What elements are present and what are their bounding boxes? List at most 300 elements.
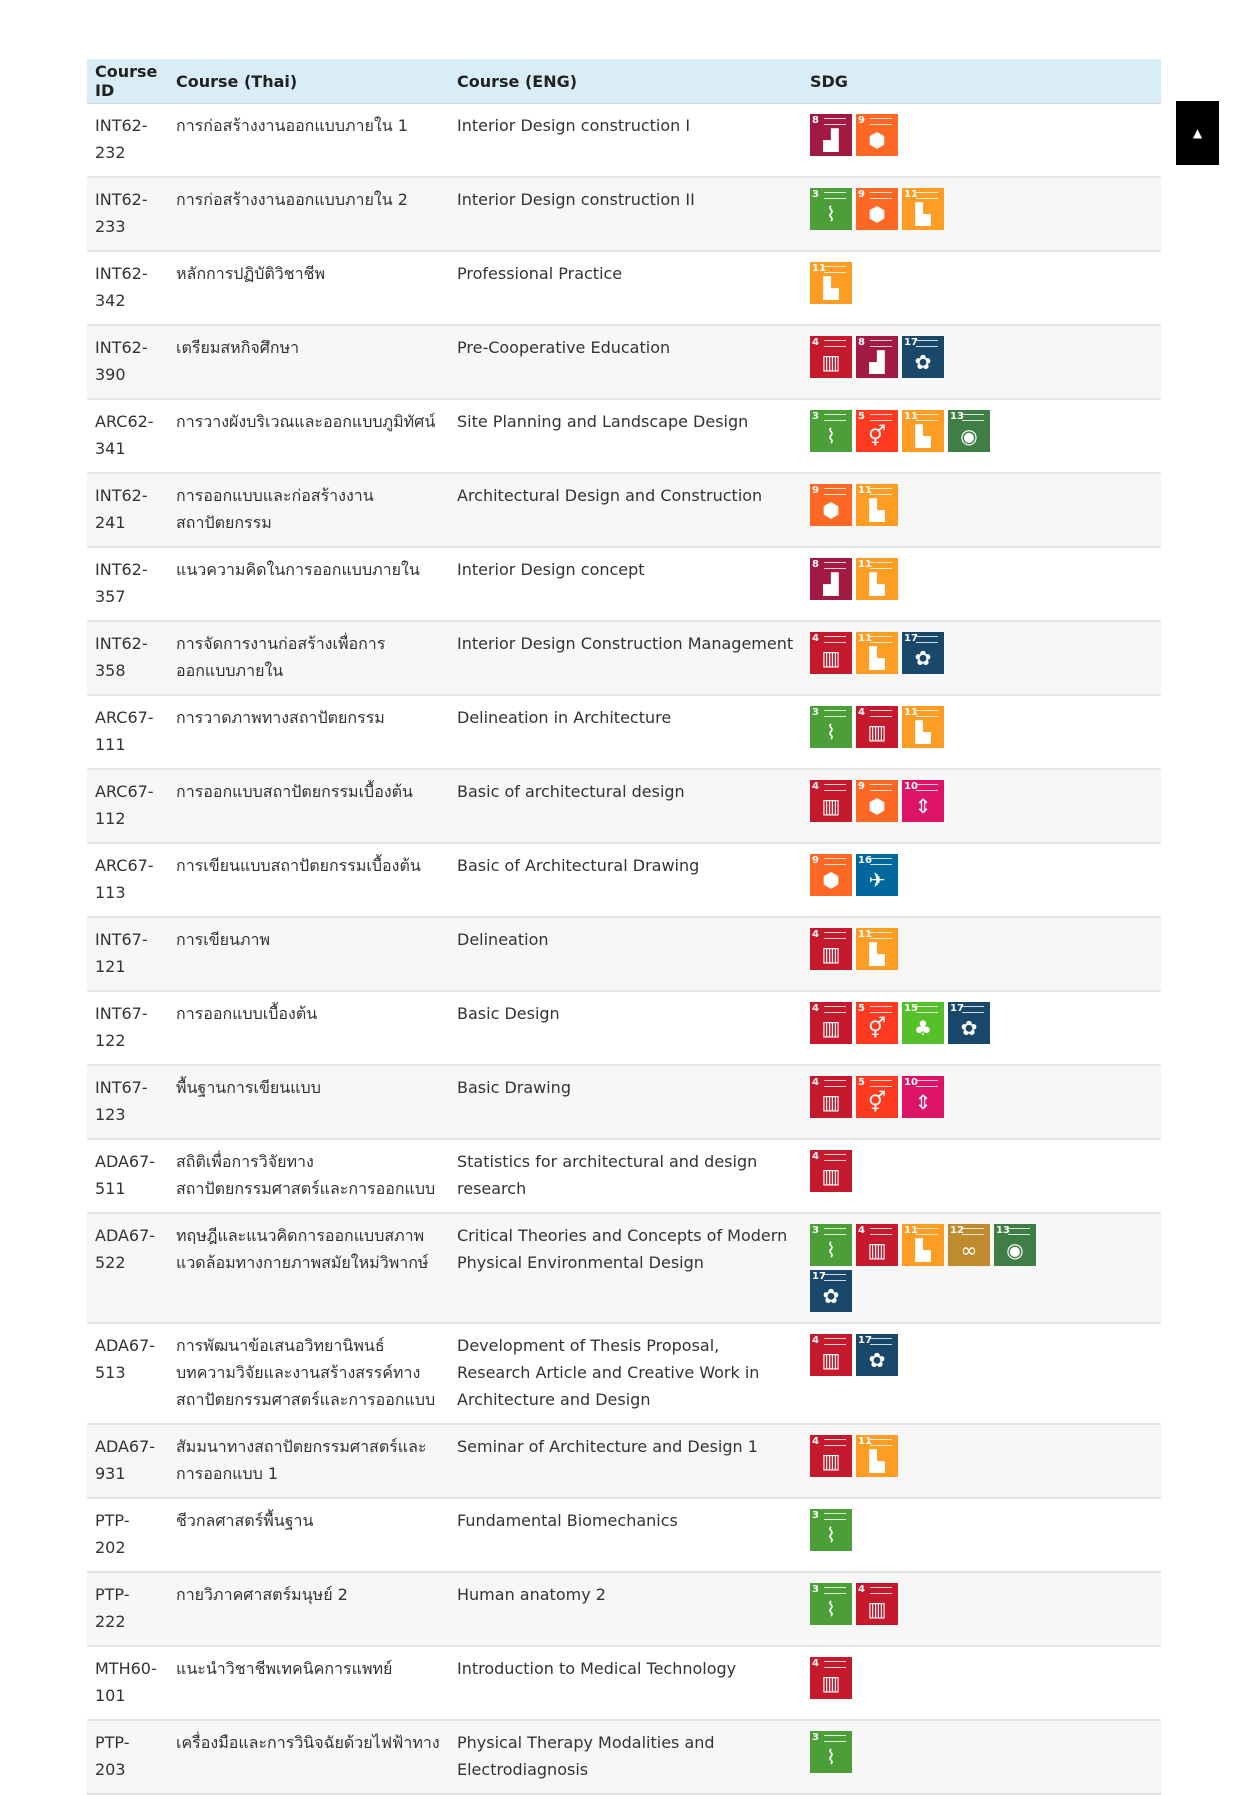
chevron-up-icon: ▲ xyxy=(1192,126,1203,140)
course-thai-cell: การออกแบบเบื้องต้น xyxy=(168,991,449,1065)
sdg-number: 11 xyxy=(904,411,918,422)
course-thai-cell: เครื่องมือและการวินิจฉัยด้วยไฟฟ้าทาง xyxy=(168,1720,449,1794)
sdg-number: 3 xyxy=(812,707,819,718)
course-id-cell: INT67-122 xyxy=(87,991,168,1065)
course-id-cell: INT62-358 xyxy=(87,621,168,695)
eye-globe-icon: ◉ xyxy=(1006,1238,1024,1262)
sdg-badge-list xyxy=(810,926,1040,970)
sdg-badge-list xyxy=(810,1222,1040,1312)
sdg-number: 11 xyxy=(904,1225,918,1236)
buildings-icon: ▙ xyxy=(915,1238,931,1262)
table-row xyxy=(87,1139,1161,1213)
buildings-icon: ▙ xyxy=(869,498,885,522)
table-row xyxy=(87,1213,1161,1323)
sdg-4-badge xyxy=(810,928,852,970)
course-eng-cell: Statistics for architectural and design research xyxy=(449,1139,802,1213)
sdg-number: 4 xyxy=(812,1003,819,1014)
sdg-13-badge xyxy=(994,1224,1036,1266)
sdg-number: 11 xyxy=(904,189,918,200)
sdg-title-lines xyxy=(824,1338,846,1345)
sdg-number: 4 xyxy=(812,1658,819,1669)
cubes-icon: ⬢ xyxy=(868,128,886,152)
sdg-badge-list xyxy=(810,1581,1040,1625)
book-icon: ▥ xyxy=(867,1597,887,1621)
sdg-15-badge xyxy=(902,1002,944,1044)
partnership-flower-icon: ✿ xyxy=(914,646,932,670)
sdg-number: 17 xyxy=(904,337,918,348)
sdg-5-badge xyxy=(856,1002,898,1044)
table-row xyxy=(87,695,1161,769)
table-row xyxy=(87,991,1161,1065)
course-eng-cell: Delineation xyxy=(449,917,802,991)
sdg-title-lines xyxy=(870,1338,892,1345)
sdg-9-badge xyxy=(856,188,898,230)
sdg-number: 5 xyxy=(858,411,865,422)
sdg-number: 4 xyxy=(812,929,819,940)
sdg-badge-list xyxy=(810,1332,1040,1376)
course-eng-cell: Critical Theories and Concepts of Modern Physical Environmental Design xyxy=(449,1213,802,1323)
header-course-eng: Course (ENG) xyxy=(449,59,802,104)
sdg-3-badge xyxy=(810,188,852,230)
sdg-badge-list xyxy=(810,704,1040,748)
sdg-title-lines xyxy=(916,1006,938,1013)
sdg-number: 15 xyxy=(904,1003,918,1014)
course-thai-cell: การเขียนภาพ xyxy=(168,917,449,991)
course-thai-cell: การวาดภาพทางสถาปัตยกรรม xyxy=(168,695,449,769)
sdg-badge-list xyxy=(810,482,1040,526)
sdg-3-badge xyxy=(810,1583,852,1625)
sdg-number: 4 xyxy=(812,781,819,792)
course-id-cell: INT62-232 xyxy=(87,104,168,178)
cubes-icon: ⬢ xyxy=(868,202,886,226)
gender-icon: ⚥ xyxy=(867,1016,887,1040)
sdg-number: 4 xyxy=(812,633,819,644)
sdg-title-lines xyxy=(870,340,892,347)
sdg-title-lines xyxy=(824,488,846,495)
course-thai-cell: เตรียมสหกิจศึกษา xyxy=(168,325,449,399)
sdg-16-badge xyxy=(856,854,898,896)
course-id-cell: ARC67-113 xyxy=(87,843,168,917)
sdg-title-lines xyxy=(870,784,892,791)
sdg-title-lines xyxy=(824,1274,846,1281)
sdg-11-badge xyxy=(902,1224,944,1266)
table-row xyxy=(87,917,1161,991)
sdg-4-badge xyxy=(810,336,852,378)
equality-icon: ⇕ xyxy=(914,1090,932,1114)
sdg-number: 5 xyxy=(858,1003,865,1014)
course-thai-cell: การวางผังบริเวณและออกแบบภูมิทัศน์ xyxy=(168,399,449,473)
sdg-cell xyxy=(802,1720,1161,1794)
sdg-badge-list xyxy=(810,1433,1040,1477)
table-row xyxy=(87,1646,1161,1720)
table-body xyxy=(87,104,1161,1795)
course-id-cell: PTP-222 xyxy=(87,1572,168,1646)
course-id-cell: PTP-203 xyxy=(87,1720,168,1794)
sdg-title-lines xyxy=(824,340,846,347)
sdg-number: 17 xyxy=(904,633,918,644)
course-thai-cell: ชีวกลศาสตร์พื้นฐาน xyxy=(168,1498,449,1572)
sdg-13-badge xyxy=(948,410,990,452)
sdg-title-lines xyxy=(870,1439,892,1446)
sdg-cell xyxy=(802,1139,1161,1213)
book-icon: ▥ xyxy=(867,720,887,744)
sdg-number: 4 xyxy=(858,1584,865,1595)
buildings-icon: ▙ xyxy=(823,276,839,300)
sdg-11-badge xyxy=(856,632,898,674)
sdg-cell xyxy=(802,399,1161,473)
course-thai-cell: สถิติเพื่อการวิจัยทางสถาปัตยกรรมศาสตร์และการออกแบบ xyxy=(168,1139,449,1213)
heartbeat-icon: ⌇ xyxy=(826,1523,836,1547)
course-eng-cell: Interior Design construction I xyxy=(449,104,802,178)
infinity-icon: ∞ xyxy=(960,1238,978,1262)
sdg-number: 13 xyxy=(950,411,964,422)
sdg-cell xyxy=(802,621,1161,695)
sdg-number: 11 xyxy=(858,559,872,570)
sdg-badge-list xyxy=(810,1655,1040,1699)
course-id-cell: ARC67-112 xyxy=(87,769,168,843)
sdg-title-lines xyxy=(824,1154,846,1161)
sdg-title-lines xyxy=(824,1439,846,1446)
course-id-cell: INT62-342 xyxy=(87,251,168,325)
partnership-flower-icon: ✿ xyxy=(868,1348,886,1372)
buildings-icon: ▙ xyxy=(915,424,931,448)
book-icon: ▥ xyxy=(821,350,841,374)
sdg-title-lines xyxy=(870,1006,892,1013)
sdg-number: 10 xyxy=(904,781,918,792)
sdg-number: 4 xyxy=(812,1335,819,1346)
sdg-number: 11 xyxy=(858,929,872,940)
sdg-title-lines xyxy=(870,1228,892,1235)
sdg-title-lines xyxy=(916,414,938,421)
sdg-4-badge xyxy=(810,1150,852,1192)
buildings-icon: ▙ xyxy=(869,1449,885,1473)
course-eng-cell: Introduction to Medical Technology xyxy=(449,1646,802,1720)
growth-chart-icon: ▟ xyxy=(869,350,885,374)
course-eng-cell: Basic Drawing xyxy=(449,1065,802,1139)
sdg-title-lines xyxy=(824,1587,846,1594)
sdg-title-lines xyxy=(870,562,892,569)
sdg-title-lines xyxy=(824,192,846,199)
book-icon: ▥ xyxy=(821,942,841,966)
table-row xyxy=(87,1323,1161,1424)
course-thai-cell: หลักการปฏิบัติวิชาชีพ xyxy=(168,251,449,325)
sdg-11-badge xyxy=(810,262,852,304)
sdg-8-badge xyxy=(856,336,898,378)
sdg-number: 9 xyxy=(858,115,865,126)
sdg-title-lines xyxy=(824,1661,846,1668)
sdg-badge-list xyxy=(810,556,1040,600)
sdg-cell xyxy=(802,1065,1161,1139)
course-sdg-table xyxy=(87,59,1161,1795)
course-id-cell: ADA67-931 xyxy=(87,1424,168,1498)
sdg-10-badge xyxy=(902,780,944,822)
sdg-number: 4 xyxy=(812,1151,819,1162)
sdg-11-badge xyxy=(856,484,898,526)
course-id-cell: INT62-233 xyxy=(87,177,168,251)
course-thai-cell: สัมมนาทางสถาปัตยกรรมศาสตร์และการออกแบบ 1 xyxy=(168,1424,449,1498)
sdg-4-badge xyxy=(856,1583,898,1625)
course-id-cell: ADA67-513 xyxy=(87,1323,168,1424)
sdg-11-badge xyxy=(902,188,944,230)
sdg-4-badge xyxy=(856,1224,898,1266)
partnership-flower-icon: ✿ xyxy=(822,1284,840,1308)
sdg-number: 4 xyxy=(858,1225,865,1236)
sdg-title-lines xyxy=(824,784,846,791)
course-eng-cell: Architectural Design and Construction xyxy=(449,473,802,547)
buildings-icon: ▙ xyxy=(915,720,931,744)
sdg-cell xyxy=(802,1572,1161,1646)
sdg-cell xyxy=(802,1213,1161,1323)
cubes-icon: ⬢ xyxy=(822,498,840,522)
course-eng-cell: Basic of Architectural Drawing xyxy=(449,843,802,917)
heartbeat-icon: ⌇ xyxy=(826,1597,836,1621)
table-row xyxy=(87,1720,1161,1794)
table-row xyxy=(87,177,1161,251)
sdg-5-badge xyxy=(856,1076,898,1118)
sdg-title-lines xyxy=(916,1080,938,1087)
book-icon: ▥ xyxy=(821,1090,841,1114)
sdg-number: 4 xyxy=(812,337,819,348)
sdg-11-badge xyxy=(856,928,898,970)
sdg-11-badge xyxy=(902,706,944,748)
sdg-11-badge xyxy=(856,1435,898,1477)
dove-icon: ✈ xyxy=(868,868,886,892)
sdg-number: 16 xyxy=(858,855,872,866)
sdg-cell xyxy=(802,1498,1161,1572)
sdg-cell xyxy=(802,917,1161,991)
sdg-title-lines xyxy=(824,562,846,569)
sdg-number: 3 xyxy=(812,1510,819,1521)
course-thai-cell: การออกแบบและก่อสร้างงานสถาปัตยกรรม xyxy=(168,473,449,547)
book-icon: ▥ xyxy=(821,1671,841,1695)
sdg-number: 12 xyxy=(950,1225,964,1236)
course-id-cell: ARC67-111 xyxy=(87,695,168,769)
course-thai-cell: การพัฒนาข้อเสนอวิทยานิพนธ์ บทความวิจัยและงานสร้างสรรค์ทางสถาปัตยกรรมศาสตร์และการออกแบบ xyxy=(168,1323,449,1424)
sdg-17-badge xyxy=(902,336,944,378)
table-row xyxy=(87,843,1161,917)
buildings-icon: ▙ xyxy=(869,646,885,670)
table-row xyxy=(87,399,1161,473)
course-eng-cell: Interior Design Construction Management xyxy=(449,621,802,695)
scroll-to-top-button[interactable] xyxy=(1176,101,1219,165)
sdg-title-lines xyxy=(824,1513,846,1520)
table-row xyxy=(87,104,1161,178)
course-eng-cell: Site Planning and Landscape Design xyxy=(449,399,802,473)
sdg-number: 3 xyxy=(812,411,819,422)
sdg-3-badge xyxy=(810,706,852,748)
table-row xyxy=(87,621,1161,695)
sdg-number: 11 xyxy=(904,707,918,718)
sdg-number: 9 xyxy=(858,781,865,792)
sdg-11-badge xyxy=(856,558,898,600)
sdg-number: 11 xyxy=(812,263,826,274)
table-row xyxy=(87,769,1161,843)
course-id-cell: ADA67-511 xyxy=(87,1139,168,1213)
sdg-number: 4 xyxy=(858,707,865,718)
buildings-icon: ▙ xyxy=(869,942,885,966)
sdg-title-lines xyxy=(870,636,892,643)
sdg-title-lines xyxy=(824,118,846,125)
sdg-number: 10 xyxy=(904,1077,918,1088)
course-eng-cell: Fundamental Biomechanics xyxy=(449,1498,802,1572)
book-icon: ▥ xyxy=(821,1348,841,1372)
sdg-title-lines xyxy=(824,932,846,939)
course-eng-cell: Professional Practice xyxy=(449,251,802,325)
sdg-cell xyxy=(802,547,1161,621)
course-eng-cell: Seminar of Architecture and Design 1 xyxy=(449,1424,802,1498)
sdg-title-lines xyxy=(824,414,846,421)
table-row xyxy=(87,325,1161,399)
sdg-title-lines xyxy=(870,858,892,865)
sdg-cell xyxy=(802,695,1161,769)
sdg-number: 9 xyxy=(812,855,819,866)
sdg-number: 17 xyxy=(858,1335,872,1346)
book-icon: ▥ xyxy=(821,1164,841,1188)
sdg-17-badge xyxy=(856,1334,898,1376)
sdg-cell xyxy=(802,104,1161,178)
book-icon: ▥ xyxy=(821,646,841,670)
sdg-3-badge xyxy=(810,1224,852,1266)
sdg-8-badge xyxy=(810,114,852,156)
sdg-badge-list xyxy=(810,852,1040,896)
sdg-number: 3 xyxy=(812,189,819,200)
sdg-badge-list xyxy=(810,260,1040,304)
course-thai-cell: พื้นฐานการเขียนแบบ xyxy=(168,1065,449,1139)
sdg-title-lines xyxy=(870,1080,892,1087)
sdg-title-lines xyxy=(824,1080,846,1087)
book-icon: ▥ xyxy=(821,1016,841,1040)
course-eng-cell: Physical Therapy Modalities and Electrodiagnosis xyxy=(449,1720,802,1794)
sdg-12-badge xyxy=(948,1224,990,1266)
sdg-17-badge xyxy=(902,632,944,674)
table-row xyxy=(87,473,1161,547)
growth-chart-icon: ▟ xyxy=(823,128,839,152)
sdg-8-badge xyxy=(810,558,852,600)
cubes-icon: ⬢ xyxy=(822,868,840,892)
sdg-badge-list xyxy=(810,1507,1040,1551)
header-sdg: SDG xyxy=(802,59,1161,104)
sdg-4-badge xyxy=(810,1076,852,1118)
table-row xyxy=(87,1498,1161,1572)
course-eng-cell: Interior Design construction II xyxy=(449,177,802,251)
equality-icon: ⇕ xyxy=(914,794,932,818)
sdg-title-lines xyxy=(824,1735,846,1742)
eye-globe-icon: ◉ xyxy=(960,424,978,448)
sdg-number: 4 xyxy=(812,1077,819,1088)
sdg-cell xyxy=(802,177,1161,251)
course-eng-cell: Basic of architectural design xyxy=(449,769,802,843)
sdg-cell xyxy=(802,1646,1161,1720)
cubes-icon: ⬢ xyxy=(868,794,886,818)
sdg-4-badge xyxy=(810,1657,852,1699)
sdg-number: 9 xyxy=(812,485,819,496)
sdg-badge-list xyxy=(810,1074,1040,1118)
course-thai-cell: แนะนำวิชาชีพเทคนิคการแพทย์ xyxy=(168,1646,449,1720)
sdg-title-lines xyxy=(962,1228,984,1235)
sdg-17-badge xyxy=(810,1270,852,1312)
header-course-id: Course ID xyxy=(87,59,168,104)
sdg-title-lines xyxy=(962,414,984,421)
sdg-number: 9 xyxy=(858,189,865,200)
heartbeat-icon: ⌇ xyxy=(826,1745,836,1769)
sdg-number: 8 xyxy=(858,337,865,348)
sdg-9-badge xyxy=(856,780,898,822)
sdg-title-lines xyxy=(870,192,892,199)
course-id-cell: INT67-123 xyxy=(87,1065,168,1139)
sdg-title-lines xyxy=(824,636,846,643)
course-thai-cell: การก่อสร้างงานออกแบบภายใน 1 xyxy=(168,104,449,178)
course-id-cell: INT62-357 xyxy=(87,547,168,621)
buildings-icon: ▙ xyxy=(869,572,885,596)
sdg-title-lines xyxy=(870,118,892,125)
book-icon: ▥ xyxy=(867,1238,887,1262)
sdg-title-lines xyxy=(870,414,892,421)
sdg-4-badge xyxy=(856,706,898,748)
table-row xyxy=(87,251,1161,325)
sdg-title-lines xyxy=(870,932,892,939)
course-thai-cell: แนวความคิดในการออกแบบภายใน xyxy=(168,547,449,621)
sdg-badge-list xyxy=(810,408,1040,452)
tree-icon: ♣ xyxy=(914,1016,932,1040)
sdg-title-lines xyxy=(916,340,938,347)
sdg-cell xyxy=(802,251,1161,325)
sdg-title-lines xyxy=(824,1228,846,1235)
partnership-flower-icon: ✿ xyxy=(914,350,932,374)
course-sdg-table-container xyxy=(87,59,1161,1795)
sdg-5-badge xyxy=(856,410,898,452)
table-row xyxy=(87,1572,1161,1646)
sdg-cell xyxy=(802,843,1161,917)
table-row xyxy=(87,1065,1161,1139)
heartbeat-icon: ⌇ xyxy=(826,720,836,744)
sdg-title-lines xyxy=(916,784,938,791)
sdg-badge-list xyxy=(810,1000,1040,1044)
heartbeat-icon: ⌇ xyxy=(826,202,836,226)
course-eng-cell: Development of Thesis Proposal, Research Article and Creative Work in Architecture and Design xyxy=(449,1323,802,1424)
buildings-icon: ▙ xyxy=(915,202,931,226)
sdg-number: 17 xyxy=(950,1003,964,1014)
course-thai-cell: ทฤษฎีและแนวคิดการออกแบบสภาพแวดล้อมทางกายภาพสมัยใหม่วิพากษ์ xyxy=(168,1213,449,1323)
sdg-number: 4 xyxy=(812,1436,819,1447)
sdg-title-lines xyxy=(916,710,938,717)
sdg-number: 3 xyxy=(812,1732,819,1743)
heartbeat-icon: ⌇ xyxy=(826,1238,836,1262)
sdg-title-lines xyxy=(824,858,846,865)
course-eng-cell: Delineation in Architecture xyxy=(449,695,802,769)
sdg-title-lines xyxy=(870,1587,892,1594)
sdg-number: 11 xyxy=(858,1436,872,1447)
gender-icon: ⚥ xyxy=(867,424,887,448)
sdg-17-badge xyxy=(948,1002,990,1044)
sdg-number: 3 xyxy=(812,1225,819,1236)
sdg-badge-list xyxy=(810,1148,1040,1192)
sdg-title-lines xyxy=(916,636,938,643)
sdg-number: 13 xyxy=(996,1225,1010,1236)
course-id-cell: MTH60-101 xyxy=(87,1646,168,1720)
sdg-number: 11 xyxy=(858,633,872,644)
sdg-number: 8 xyxy=(812,115,819,126)
sdg-cell xyxy=(802,1323,1161,1424)
sdg-4-badge xyxy=(810,1435,852,1477)
sdg-title-lines xyxy=(1008,1228,1030,1235)
book-icon: ▥ xyxy=(821,1449,841,1473)
sdg-number: 17 xyxy=(812,1271,826,1282)
sdg-9-badge xyxy=(810,484,852,526)
sdg-title-lines xyxy=(824,710,846,717)
table-row xyxy=(87,1424,1161,1498)
growth-chart-icon: ▟ xyxy=(823,572,839,596)
sdg-3-badge xyxy=(810,410,852,452)
